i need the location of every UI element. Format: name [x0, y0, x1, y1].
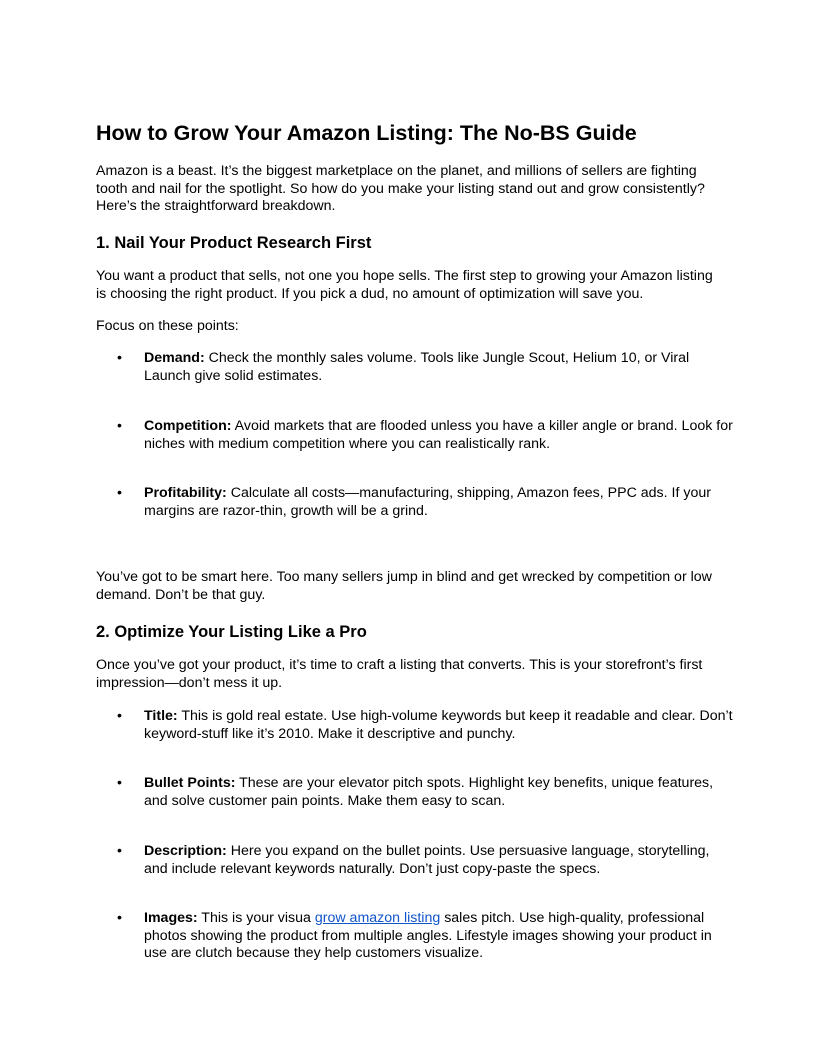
bullet-label: Description: [144, 843, 227, 859]
bullet-body: Check the monthly sales volume. Tools like Jungle Scout, Helium 10, or Viral Launch give solid estimates. [144, 350, 690, 384]
bullet-text [144, 843, 734, 878]
bullet-label: Profitability: [144, 485, 227, 501]
section-1-closing: You’ve got to be smart here. Too many sellers jump in blind and get wrecked by competition or low demand. Don’t be that guy. [96, 569, 712, 603]
grow-amazon-listing-link[interactable]: grow amazon listing [314, 910, 441, 926]
document-title: How to Grow Your Amazon Listing: The No-BS Guide [96, 121, 637, 145]
bullet-text [144, 418, 734, 453]
bullet-label: Demand: [144, 350, 205, 366]
bullet-body: These are your elevator pitch spots. Highlight key benefits, unique features, and solve customer pain points. Make them easy to scan. [144, 775, 714, 809]
bullet-body-before: This is your visua [197, 910, 315, 926]
section-1-heading: 1. Nail Your Product Research First [96, 234, 372, 252]
bullet-label: Images: [144, 910, 198, 926]
bullet-body: Calculate all costs—manufacturing, shipping, Amazon fees, PPC ads. If your margins are razor-thin, growth will be a grind. [144, 485, 711, 519]
bullet-text [144, 775, 734, 810]
bullet-body-after: sales pitch. Use high-quality, professional photos showing the product from multiple angles. Lifestyle images showing your product in use are clutch because they help customers visualize. [144, 910, 712, 961]
section-2-paragraph: Once you’ve got your product, it’s time to craft a listing that converts. This is your storefront’s first impression—don’t mess it up. [96, 657, 703, 691]
bullet-glyph: • [117, 485, 122, 501]
bullet-body: Avoid markets that are flooded unless you have a killer angle or brand. Look for niches with medium competition where you can realistically rank. [144, 418, 733, 452]
bullet-label: Competition: [144, 418, 232, 434]
bullet-body: Here you expand on the bullet points. Use persuasive language, storytelling, and include relevant keywords naturally. Don’t just copy-paste the specs. [144, 843, 710, 877]
bullet-glyph: • [117, 708, 122, 724]
bullet-glyph: • [117, 418, 122, 434]
bullet-label: Bullet Points: [144, 775, 236, 791]
bullet-text [144, 708, 734, 743]
intro-paragraph: Amazon is a beast. It’s the biggest marketplace on the planet, and millions of sellers are fighting tooth and nail for the spotlight. So how do you make your listing stand out and grow consistently? Here’s the straightforward breakdown. [96, 163, 705, 214]
bullet-glyph: • [117, 910, 122, 926]
bullet-label: Title: [144, 708, 178, 724]
section-1-paragraph: You want a product that sells, not one you hope sells. The first step to growing your Amazon listing is choosing the right product. If you pick a dud, no amount of optimization will save you. [96, 268, 713, 302]
bullet-text [144, 485, 734, 520]
bullet-text [144, 350, 734, 385]
bullet-glyph: • [117, 843, 122, 859]
bullet-glyph: • [117, 775, 122, 791]
bullet-body: This is gold real estate. Use high-volume keywords but keep it readable and clear. Don’t keyword-stuff like it’s 2010. Make it descriptive and punchy. [144, 708, 733, 742]
bullet-glyph: • [117, 350, 122, 366]
focus-points-label: Focus on these points: [96, 318, 239, 334]
bullet-text [144, 910, 734, 963]
section-2-heading: 2. Optimize Your Listing Like a Pro [96, 623, 367, 641]
